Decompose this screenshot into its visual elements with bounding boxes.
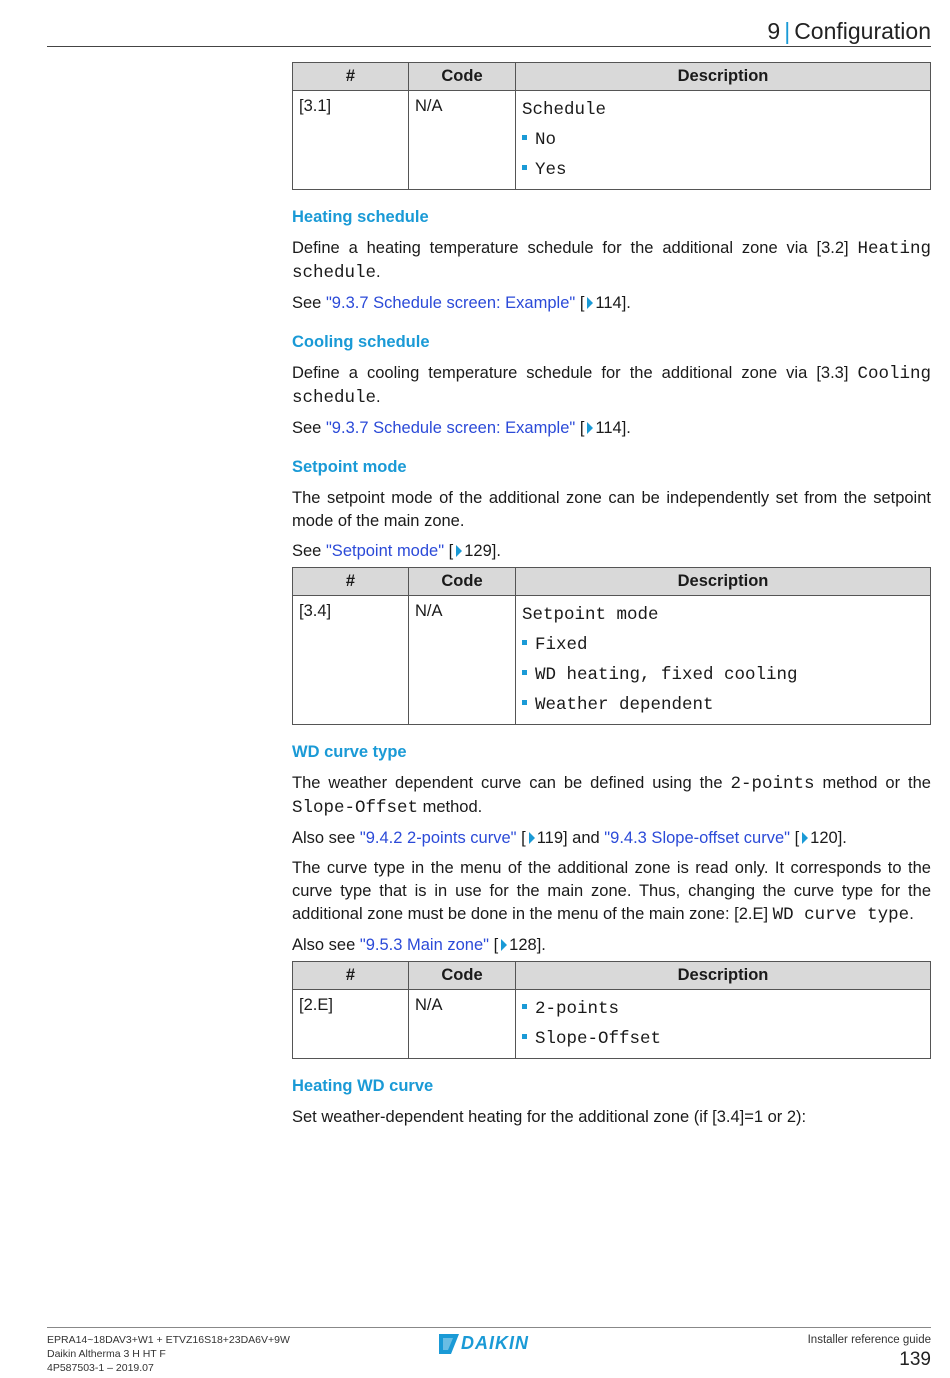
paragraph: Set weather-dependent heating for the additional zone (if [3.4]=1 or 2):	[292, 1108, 807, 1126]
cell-hash: [3.1]	[293, 91, 409, 190]
description-title: Setpoint mode	[522, 605, 659, 625]
paragraph: Define a heating temperature schedule for the additional zone via [3.2] Heating schedule.	[292, 239, 931, 283]
footer-model: EPRA14~18DAV3+W1 + ETVZ16S18+23DA6V+9W	[47, 1334, 290, 1346]
cell-description	[516, 91, 931, 190]
option-item: No	[522, 125, 924, 155]
cell-description	[516, 596, 931, 725]
cell-code: N/A	[409, 91, 516, 190]
cell-description	[516, 990, 931, 1059]
option-item: WD heating, fixed cooling	[522, 660, 924, 690]
option-item: Weather dependent	[522, 690, 924, 720]
col-header-code: Code	[409, 63, 516, 91]
option-item: 2-points	[522, 994, 924, 1024]
cell-code: N/A	[409, 596, 516, 725]
footer-product: Daikin Altherma 3 H HT F	[47, 1348, 166, 1360]
page-header	[767, 18, 931, 45]
heading-wd-curve-type: WD curve type	[292, 743, 407, 761]
heading-cooling-schedule: Cooling schedule	[292, 333, 430, 351]
description-title: Schedule	[522, 100, 607, 120]
paragraph: Define a cooling temperature schedule for the additional zone via [3.3] Cooling schedule.	[292, 364, 931, 408]
xref-link[interactable]: "9.3.7 Schedule screen: Example"	[325, 294, 576, 312]
header-rule	[47, 46, 931, 47]
col-header-description: Description	[516, 63, 931, 91]
bullet-icon	[522, 135, 527, 140]
col-header-hash: #	[293, 568, 409, 596]
table-row	[293, 91, 931, 190]
schedule-table	[292, 62, 931, 190]
bullet-icon	[522, 1034, 527, 1039]
page-ref-arrow-icon	[587, 422, 593, 434]
header-separator: |	[784, 18, 791, 44]
option-item: Yes	[522, 155, 924, 185]
page-ref[interactable]: 119	[536, 829, 563, 847]
col-header-hash: #	[293, 962, 409, 990]
logo-text: DAIKIN	[461, 1333, 529, 1353]
footer-rule	[47, 1327, 931, 1328]
daikin-logo	[439, 1333, 529, 1354]
footer-doc-number: 4P587503-1 – 2019.07	[47, 1362, 154, 1374]
paragraph: See "9.3.7 Schedule screen: Example" [ 114].	[292, 419, 631, 437]
paragraph: Also see "9.4.2 2-points curve" [ 119] and "9.4.3 Slope-offset curve" [ 120].	[292, 829, 847, 847]
page-ref-arrow-icon	[501, 939, 507, 951]
heading-heating-wd-curve: Heating WD curve	[292, 1077, 434, 1095]
xref-link[interactable]: "9.4.3 Slope-offset curve"	[604, 829, 790, 847]
bullet-icon	[522, 165, 527, 170]
footer-guide-title: Installer reference guide	[807, 1334, 931, 1346]
xref-link[interactable]: "9.3.7 Schedule screen: Example"	[325, 419, 576, 437]
cell-hash: [2.E]	[293, 990, 409, 1059]
col-header-description: Description	[516, 962, 931, 990]
xref-link[interactable]: "9.4.2 2-points curve"	[359, 829, 517, 847]
chapter-number: 9	[767, 18, 781, 44]
bullet-icon	[522, 1004, 527, 1009]
page-content	[292, 62, 931, 1136]
col-header-code: Code	[409, 568, 516, 596]
daikin-logo-icon	[439, 1334, 459, 1354]
page-ref-arrow-icon	[456, 545, 462, 557]
footer-doc-info	[47, 1333, 290, 1375]
col-header-hash: #	[293, 63, 409, 91]
heading-heating-schedule: Heating schedule	[292, 208, 429, 226]
setpoint-mode-table	[292, 567, 931, 725]
bullet-icon	[522, 670, 527, 675]
paragraph: The weather dependent curve can be defined using the 2-points method or the Slope-Offset method.	[292, 774, 931, 818]
col-header-description: Description	[516, 568, 931, 596]
option-item: Fixed	[522, 630, 924, 660]
paragraph: The curve type in the menu of the additional zone is read only. It corresponds to the curve type that is in use for the main zone. Thus, changing the curve type for the additional zone must be done in the menu of the main zone: [2.E] WD curve type.	[292, 859, 931, 925]
paragraph: See "Setpoint mode" [ 129].	[292, 542, 501, 560]
page-number: 139	[899, 1349, 931, 1370]
page-ref-arrow-icon	[587, 297, 593, 309]
heading-setpoint-mode: Setpoint mode	[292, 458, 407, 476]
page-ref[interactable]: 114	[595, 419, 622, 437]
cell-hash: [3.4]	[293, 596, 409, 725]
table-row	[293, 990, 931, 1059]
footer-guide-info	[808, 1333, 931, 1371]
bullet-icon	[522, 700, 527, 705]
col-header-code: Code	[409, 962, 516, 990]
page-ref[interactable]: 128	[509, 936, 537, 954]
option-item: Slope-Offset	[522, 1024, 924, 1054]
xref-link[interactable]: "Setpoint mode"	[325, 542, 445, 560]
xref-link[interactable]: "9.5.3 Main zone"	[359, 936, 489, 954]
paragraph: The setpoint mode of the additional zone can be independently set from the setpoint mode of the main zone.	[292, 489, 931, 530]
page-ref-arrow-icon	[802, 832, 808, 844]
bullet-icon	[522, 640, 527, 645]
paragraph: See "9.3.7 Schedule screen: Example" [ 114].	[292, 294, 631, 312]
page-ref[interactable]: 129	[464, 542, 492, 560]
table-row	[293, 596, 931, 725]
page-ref[interactable]: 114	[595, 294, 622, 312]
paragraph: Also see "9.5.3 Main zone" [ 128].	[292, 936, 546, 954]
page-ref[interactable]: 120	[810, 829, 838, 847]
page-ref-arrow-icon	[529, 832, 535, 844]
chapter-title: Configuration	[794, 18, 931, 44]
cell-code: N/A	[409, 990, 516, 1059]
wd-curve-type-table	[292, 961, 931, 1059]
